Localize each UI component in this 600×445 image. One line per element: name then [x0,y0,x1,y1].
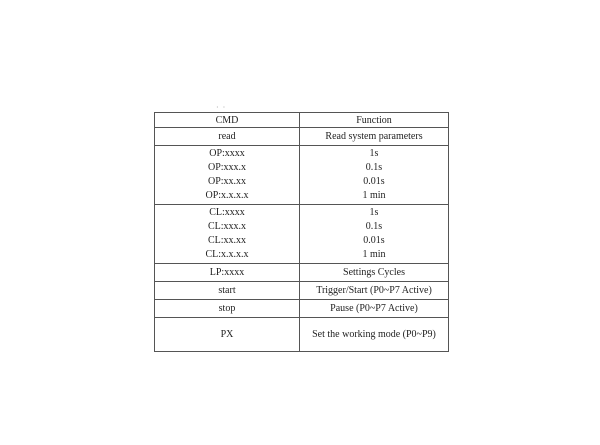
cmd-cell: CL:xxxx CL:xxx.x CL:xx.xx CL:x.x.x.x [155,205,300,264]
function-cell: 1s 0.1s 0.01s 1 min [300,146,449,205]
table-header-row [155,113,449,128]
cmd-cell: OP:xxxx OP:xxx.x OP:xx.xx OP:x.x.x.x [155,146,300,205]
function-cell: Pause (P0~P7 Active) [300,300,449,318]
command-table [154,112,449,352]
function-cell: Settings Cycles [300,264,449,282]
table-row [155,264,449,282]
table-row [155,282,449,300]
table-row [155,146,449,205]
function-cell: Read system parameters [300,128,449,146]
cmd-cell: stop [155,300,300,318]
function-cell: Trigger/Start (P0~P7 Active) [300,282,449,300]
table-row [155,128,449,146]
cmd-cell: PX [155,318,300,352]
header-cmd: CMD [155,113,300,128]
function-cell: Set the working mode (P0~P9) [300,318,449,352]
cmd-cell: start [155,282,300,300]
function-cell: 1s 0.1s 0.01s 1 min [300,205,449,264]
header-function: Function [300,113,449,128]
table-row [155,300,449,318]
table-row [155,318,449,352]
decorative-dots: · · [216,103,227,112]
cmd-cell: read [155,128,300,146]
table-row [155,205,449,264]
cmd-cell: LP:xxxx [155,264,300,282]
